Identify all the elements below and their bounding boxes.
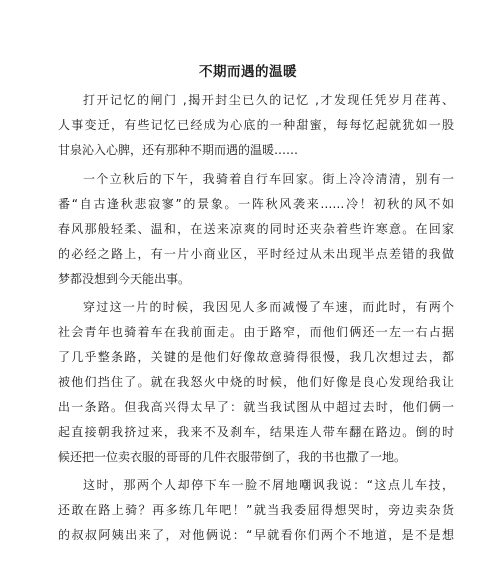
text-line: 起直接朝我挤过来，我来不及刹车，结果连人带车翻在路边。倒的时 xyxy=(58,425,454,439)
document-body xyxy=(58,88,454,548)
text-line: 社会青年也骑着车在我前面走。由于路窄，而他们俩还一左一右占据 xyxy=(58,325,454,339)
text-line: 这时，那两个人却停下车一脸不屑地嘲讽我说：“这点儿车技， xyxy=(83,478,454,492)
paragraph xyxy=(58,295,454,470)
text-line: 打开记忆的闸门 ,揭开封尘已久的记忆 ,才发现任凭岁月荏苒、 xyxy=(83,93,454,107)
text-line: 春风那般轻柔、温和，在送来凉爽的同时还夹杂着些许寒意。在回家 xyxy=(58,222,454,236)
paragraph xyxy=(58,167,454,292)
text-line: 出一条路。但我高兴得太早了：就当我试图从中超过去时，他们俩一 xyxy=(58,400,454,414)
text-line: 的必经之路上，有一片小商业区，平时经过从未出现半点差错的我做 xyxy=(58,247,454,261)
text-line: 番“自古逢秋悲寂寥”的景象。一阵秋风袭来……冷！初秋的风不如 xyxy=(58,197,454,211)
text-line: 一个立秋后的下午，我骑着自行车回家。街上冷冷清清，别有一 xyxy=(83,172,454,186)
text-line: 梦都没想到今天能出事。 xyxy=(58,272,191,286)
document-title: 不期而遇的温暖 xyxy=(199,64,297,80)
text-line: 甘泉沁入心脾，还有那种不期而遇的温暖…… xyxy=(58,143,299,157)
paragraph xyxy=(58,473,454,548)
text-line: 的叔叔阿姨出来了，对他俩说：“早就看你们两个不地道，是不是想 xyxy=(58,528,454,542)
text-line: 穿过这一片的时候，我因见人多而减慢了车速，而此时，有两个 xyxy=(83,300,454,314)
text-line: 还敢在路上骑？再多练几年吧！”就当我委屈得想哭时，旁边卖杂货 xyxy=(58,503,454,517)
text-line: 人事变迁，有些记忆已经成为心底的一种甜蜜，每每忆起就犹如一股 xyxy=(58,118,454,132)
text-line: 候还把一位卖衣服的哥哥的几件衣服带倒了，我的书也撒了一地。 xyxy=(58,450,407,464)
text-line: 了几乎整条路，关键的是他们好像故意骑得很慢，我几次想过去，都 xyxy=(58,350,454,364)
text-line: 被他们挡住了。就在我怒火中烧的时候，他们好像是良心发现给我让 xyxy=(58,375,454,389)
paragraph xyxy=(58,88,454,163)
